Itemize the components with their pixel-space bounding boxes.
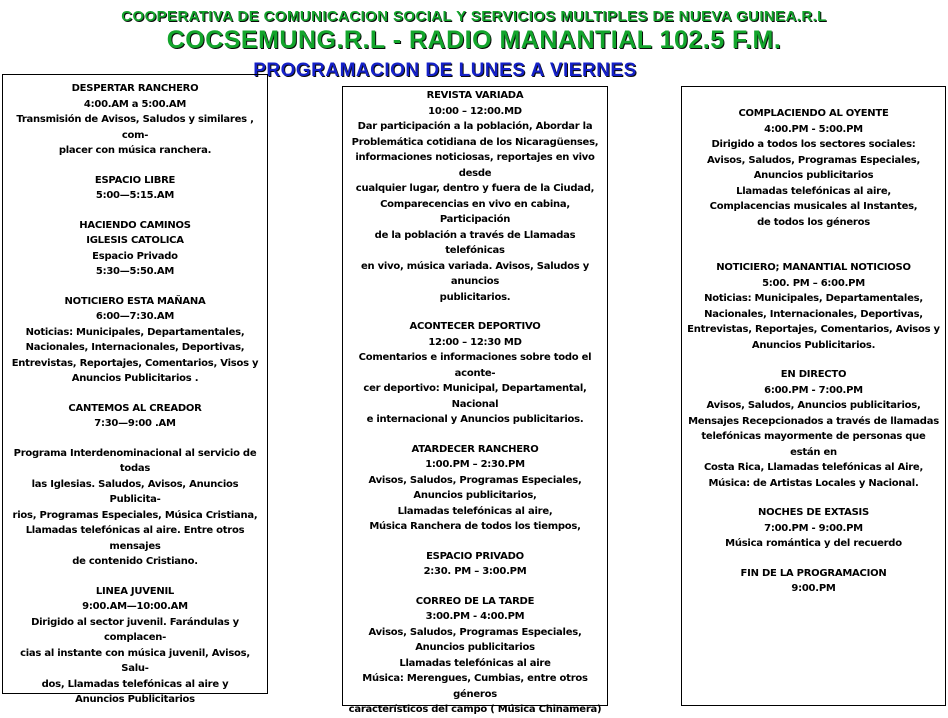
program-desc-line: Entrevistas, Reportajes, Comentarios, Avisos y (687, 324, 940, 335)
program-desc-line: Comentarios e informaciones sobre todo el aconte- (358, 352, 592, 379)
program-note: Espacio Privado (92, 250, 178, 262)
program-hours: 1:00.PM – 2:30.PM (425, 459, 525, 470)
program-block (6, 173, 264, 204)
program-desc-line: cer deportivo: Municipal, Departamental, Nacional (363, 383, 587, 410)
program-hours: 7:30—9:00 .AM (94, 418, 176, 429)
program-desc-line: Noticias: Municipales, Departamentales, (25, 326, 245, 338)
program-desc-line: Llamadas telefónicas al aire, (736, 185, 891, 197)
program-title: REVISTA VARIADA (426, 90, 524, 101)
schedule-column-midday (342, 86, 608, 715)
schedule-column-evening (681, 86, 946, 706)
program-desc-line: Anuncios Publicitarios (75, 694, 195, 705)
program-block (346, 594, 604, 718)
program-desc-line: Programa Interdenominacional al servicio de todas (13, 447, 257, 474)
program-desc-line: Dirigido a todos los sectores sociales: (711, 139, 916, 150)
program-desc-line: Avisos, Saludos, Programas Especiales, (368, 474, 582, 486)
program-desc-line: Dirigido al sector juvenil. Farándulas y complacen- (31, 616, 239, 643)
program-desc-line: de contenido Cristiano. (72, 556, 198, 567)
program-hours: 7:00.PM - 9:00.PM (764, 522, 863, 534)
program-title: FIN DE LA PROGRAMACION (740, 567, 887, 579)
program-desc-line: Avisos, Saludos, Anuncios publicitarios, (706, 400, 921, 411)
program-desc-line: Llamadas telefónicas al aire, (397, 505, 553, 517)
program-subtitle: IGLESIS CATOLICA (86, 235, 184, 246)
program-block (6, 218, 264, 280)
program-block (685, 106, 942, 230)
schedule-column-morning (2, 74, 268, 705)
program-desc-line: de todos los géneros (757, 216, 870, 228)
program-desc-line: Música: de Artistas Locales y Nacional. (708, 477, 919, 489)
program-desc-line: Música Ranchera de todos los tiempos, (369, 521, 581, 532)
program-block (685, 566, 942, 597)
program-desc-line: las Iglesias. Saludos, Avisos, Anuncios Publicita- (31, 478, 239, 505)
station-name: COCSEMUNG.R.L - RADIO MANANTIAL 102.5 F.M. (166, 26, 782, 54)
program-desc-line: Anuncios Publicitarios . (71, 373, 199, 384)
program-block (346, 442, 604, 535)
program-desc-line: cias al instante con música juvenil, Avisos, Salu- (20, 647, 250, 674)
program-desc-line: publicitarios. (439, 291, 511, 303)
program-hours: 5:00. PM – 6:00.PM (762, 277, 865, 289)
program-title: ACONTECER DEPORTIVO (409, 321, 541, 332)
program-title: ATARDECER RANCHERO (411, 443, 539, 455)
program-title: DESPERTAR RANCHERO (71, 83, 199, 94)
program-hours: 3:00.PM - 4:00.PM (425, 611, 525, 622)
program-desc-line: Nacionales, Internacionales, Deportivas, (704, 308, 923, 320)
organization-name: COOPERATIVA DE COMUNICACION SOCIAL Y SERVICIOS MULTIPLES DE NUEVA GUINEA.R.L (121, 8, 827, 25)
program-desc-line: dos, Llamadas telefónicas al aire y (41, 678, 229, 690)
program-block (6, 584, 264, 708)
program-desc-line: de la población a través de Llamadas telefónicas (374, 229, 576, 256)
program-desc-line: Anuncios Publicitarios. (751, 339, 876, 351)
program-hours: 6:00—7:30.AM (95, 311, 175, 322)
schedule-title: PROGRAMACION DE LUNES A VIERNES (253, 60, 637, 81)
program-block (6, 81, 264, 159)
program-desc-line: Llamadas telefónicas al aire (399, 657, 551, 669)
program-block (6, 294, 264, 387)
program-desc-line: Transmisión de Avisos, Saludos y similares , com- (16, 114, 254, 141)
program-desc-line: Complacencias musicales al Instantes, (709, 201, 918, 212)
program-block (685, 260, 942, 353)
program-hours: 9:00.PM (791, 583, 836, 594)
program-title: LINEA JUVENIL (95, 585, 175, 597)
program-desc-line: Dar participación a la población, Abordar la (357, 121, 593, 132)
program-block (6, 401, 264, 432)
program-desc-line: Entrevistas, Reportajes, Comentarios, Visos y (11, 357, 259, 369)
program-title: NOTICIERO; MANANTIAL NOTICIOSO (716, 262, 911, 273)
program-title: NOCHES DE EXTASIS (758, 507, 869, 518)
program-desc-line: Avisos, Saludos, Programas Especiales, (707, 154, 920, 166)
program-block (346, 88, 604, 305)
program-title: HACIENDO CAMINOS (79, 219, 191, 231)
program-block (6, 446, 264, 570)
program-desc-line: Música: Merengues, Cumbias, entre otros géneros (362, 673, 588, 700)
program-title: NOTICIERO ESTA MAÑANA (64, 295, 206, 307)
program-title: ESPACIO PRIVADO (426, 550, 524, 562)
program-block (346, 549, 604, 580)
program-block (685, 505, 942, 552)
program-hours: 5:30—5:50.AM (95, 266, 175, 277)
program-desc-line: Mensajes Recepcionados a través de llamadas (688, 415, 939, 427)
program-desc-line: e internacional y Anuncios publicitarios. (366, 414, 584, 425)
program-hours: 6:00.PM - 7:00.PM (764, 384, 863, 396)
program-block (685, 367, 942, 491)
program-hours: 4:00.AM a 5:00.AM (83, 98, 187, 110)
program-desc-line: Problemática cotidiana de los Nicaragüenses, (351, 136, 599, 148)
program-desc-line: Anuncios publicitarios (753, 170, 874, 181)
program-desc-line: Música romántica y del recuerdo (725, 538, 902, 549)
program-desc-line: telefónicas mayormente de personas que están en (701, 431, 926, 458)
program-title: EN DIRECTO (780, 369, 847, 380)
program-desc-line: Anuncios publicitarios, (413, 490, 537, 501)
program-desc-line: Comparecencias en vivo en cabina, Participación (380, 198, 570, 225)
program-desc-line: cualquier lugar, dentro y fuera de la Ciudad, (355, 183, 595, 194)
program-hours: 5:00—5:15.AM (95, 190, 175, 201)
program-desc-line: rios, Programas Especiales, Música Cristiana, (12, 509, 258, 521)
program-title: ESPACIO LIBRE (94, 174, 176, 186)
program-desc-line: en vivo, música variada. Avisos, Saludos y anuncios (361, 260, 589, 287)
program-block (346, 319, 604, 428)
program-desc-line: Llamadas telefónicas al aire. Entre otros mensajes (25, 525, 245, 552)
program-hours: 10:00 – 12:00.MD (428, 105, 522, 117)
program-desc-line: placer con música ranchera. (58, 145, 212, 156)
program-desc-line: Avisos, Saludos, Programas Especiales, (368, 626, 582, 638)
program-desc-line: Costa Rica, Llamadas telefónicas al Aire, (703, 462, 924, 473)
program-desc-line: Nacionales, Internacionales, Deportivas, (25, 342, 245, 353)
program-desc-line: Noticias: Municipales, Departamentales, (704, 293, 923, 304)
program-hours: 9:00.AM—10:00.AM (82, 601, 188, 612)
program-hours: 2:30. PM – 3:00.PM (423, 566, 527, 577)
program-title: COMPLACIENDO AL OYENTE (738, 108, 889, 119)
program-hours: 12:00 – 12:30 MD (428, 336, 522, 348)
program-desc-line: Anuncios publicitarios (415, 642, 535, 653)
program-hours: 4:00.PM - 5:00.PM (764, 123, 863, 135)
program-desc-line: característicos del campo ( Música Chinamera) (348, 704, 602, 715)
program-title: CORREO DE LA TARDE (415, 595, 535, 607)
program-desc-line: informaciones noticiosas, reportajes en vivo desde (355, 152, 595, 179)
program-title: CANTEMOS AL CREADOR (68, 402, 202, 414)
